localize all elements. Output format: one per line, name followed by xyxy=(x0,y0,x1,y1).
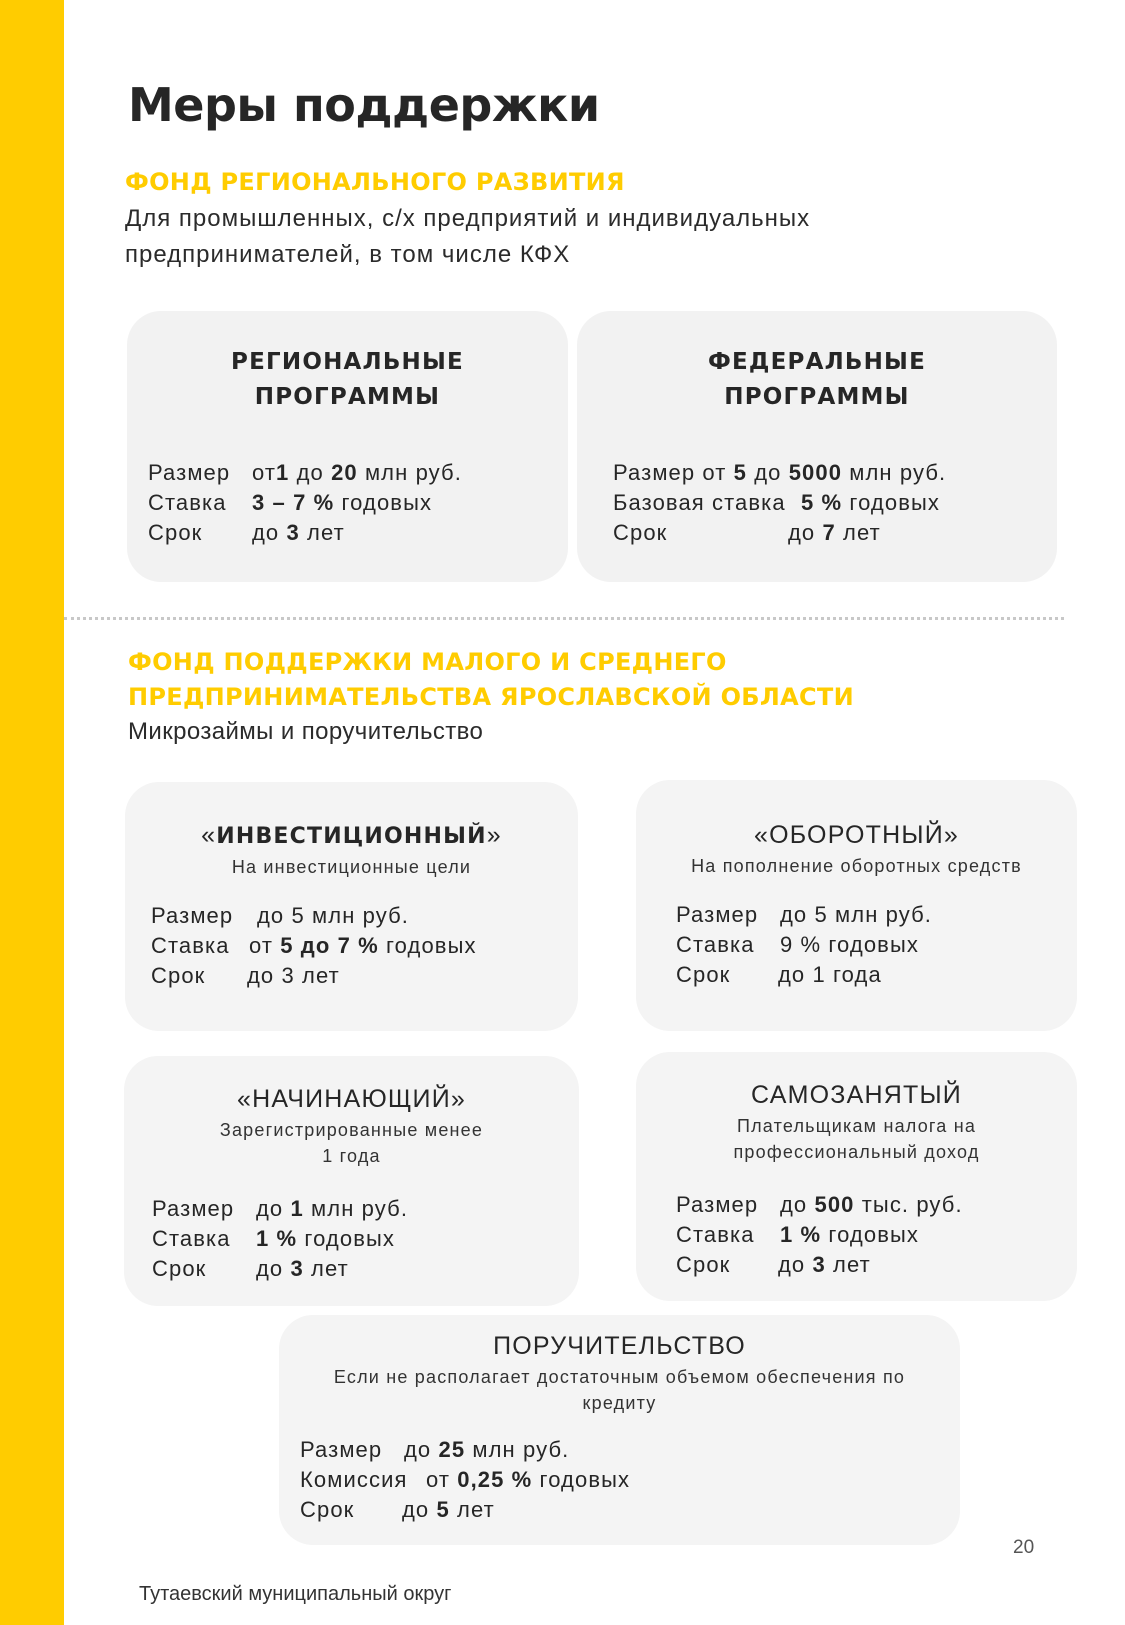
row-size: Размер до 5 млн руб. xyxy=(676,902,933,927)
section1-desc-line2: предпринимателей, в том числе КФХ xyxy=(125,241,571,268)
footer-text: Тутаевский муниципальный округ xyxy=(139,1583,452,1605)
row-rate: Базовая ставка 5 % годовых xyxy=(613,490,940,515)
card-title: «НАЧИНАЮЩИЙ» xyxy=(237,1085,466,1113)
card-title: САМОЗАНЯТЫЙ xyxy=(751,1081,962,1109)
row-term: Срок до 3 лет xyxy=(151,963,340,988)
card-title-line1: РЕГИОНАЛЬНЫЕ xyxy=(231,349,464,375)
section1-heading: ФОНД РЕГИОНАЛЬНОГО РАЗВИТИЯ xyxy=(125,168,625,196)
card-title: ПОРУЧИТЕЛЬСТВО xyxy=(493,1332,746,1360)
row-rate: Ставка 1 % годовых xyxy=(676,1222,919,1247)
card-subtitle-line2: 1 года xyxy=(322,1146,381,1166)
row-term: Срок до 3 лет xyxy=(148,520,345,545)
card-working-capital xyxy=(636,780,1077,1031)
row-size: Размер до 5 млн руб. xyxy=(151,903,410,928)
row-term: Срок до 7 лет xyxy=(613,520,881,545)
page-title: Меры поддержки xyxy=(128,78,600,132)
row-rate: Ставка 1 % годовых xyxy=(152,1226,395,1251)
row-size: Размер до 25 млн руб. xyxy=(300,1437,570,1462)
section2-desc: Микрозаймы и поручительство xyxy=(128,718,484,745)
row-term: Срок до 1 года xyxy=(676,962,882,987)
section1-desc-line1: Для промышленных, с/х предприятий и индивидуальных xyxy=(125,205,811,232)
card-subtitle-line1: Зарегистрированные менее xyxy=(219,1120,484,1140)
row-rate: Ставка 3 – 7 % годовых xyxy=(148,490,433,515)
row-size: Размер от 5 до 5000 млн руб. xyxy=(613,460,947,485)
card-title-line2: ПРОГРАММЫ xyxy=(724,384,910,410)
card-subtitle-line1: Если не располагает достаточным объемом обеспечения по xyxy=(333,1367,906,1387)
card-title-line2: ПРОГРАММЫ xyxy=(254,384,441,410)
card-beginner xyxy=(124,1056,579,1306)
card-subtitle-line2: профессиональный доход xyxy=(733,1142,980,1162)
row-size: Размер до 1 млн руб. xyxy=(152,1196,409,1221)
row-term: Срок до 5 лет xyxy=(300,1497,495,1522)
row-term: Срок до 3 лет xyxy=(676,1252,871,1277)
card-self-employed xyxy=(636,1052,1077,1301)
card-guarantee xyxy=(279,1315,960,1545)
row-term: Срок до 3 лет xyxy=(152,1256,349,1281)
row-rate: Ставка от 5 до 7 % годовых xyxy=(151,933,477,958)
card-title: «ОБОРОТНЫЙ» xyxy=(753,821,960,849)
card-investment xyxy=(125,782,578,1031)
page-number: 20 xyxy=(1013,1537,1035,1558)
card-federal-programs xyxy=(577,311,1057,582)
card-subtitle-line2: кредиту xyxy=(582,1393,657,1413)
card-regional-programs xyxy=(127,311,568,582)
card-title-line1: ФЕДЕРАЛЬНЫЕ xyxy=(708,349,926,375)
row-size: Размер от 1 до 20 млн руб. xyxy=(148,460,462,485)
dotted-divider xyxy=(64,617,1064,620)
card-subtitle: На инвестиционные цели xyxy=(231,857,472,877)
card-title: «ИНВЕСТИЦИОННЫЙ» xyxy=(201,821,502,849)
section2-heading-line2: ПРЕДПРИНИМАТЕЛЬСТВА ЯРОСЛАВСКОЙ ОБЛАСТИ xyxy=(128,683,854,711)
section2-heading-line1: ФОНД ПОДДЕРЖКИ МАЛОГО И СРЕДНЕГО xyxy=(128,648,727,676)
card-subtitle: На пополнение оборотных средств xyxy=(691,856,1022,876)
row-commission: Комиссия от 0,25 % годовых xyxy=(300,1467,631,1492)
row-size: Размер до 500 тыс. руб. xyxy=(676,1192,963,1217)
yellow-sidebar-stripe xyxy=(0,0,64,1625)
row-rate: Ставка 9 % годовых xyxy=(676,932,919,957)
card-subtitle-line1: Плательщикам налога на xyxy=(736,1116,977,1136)
